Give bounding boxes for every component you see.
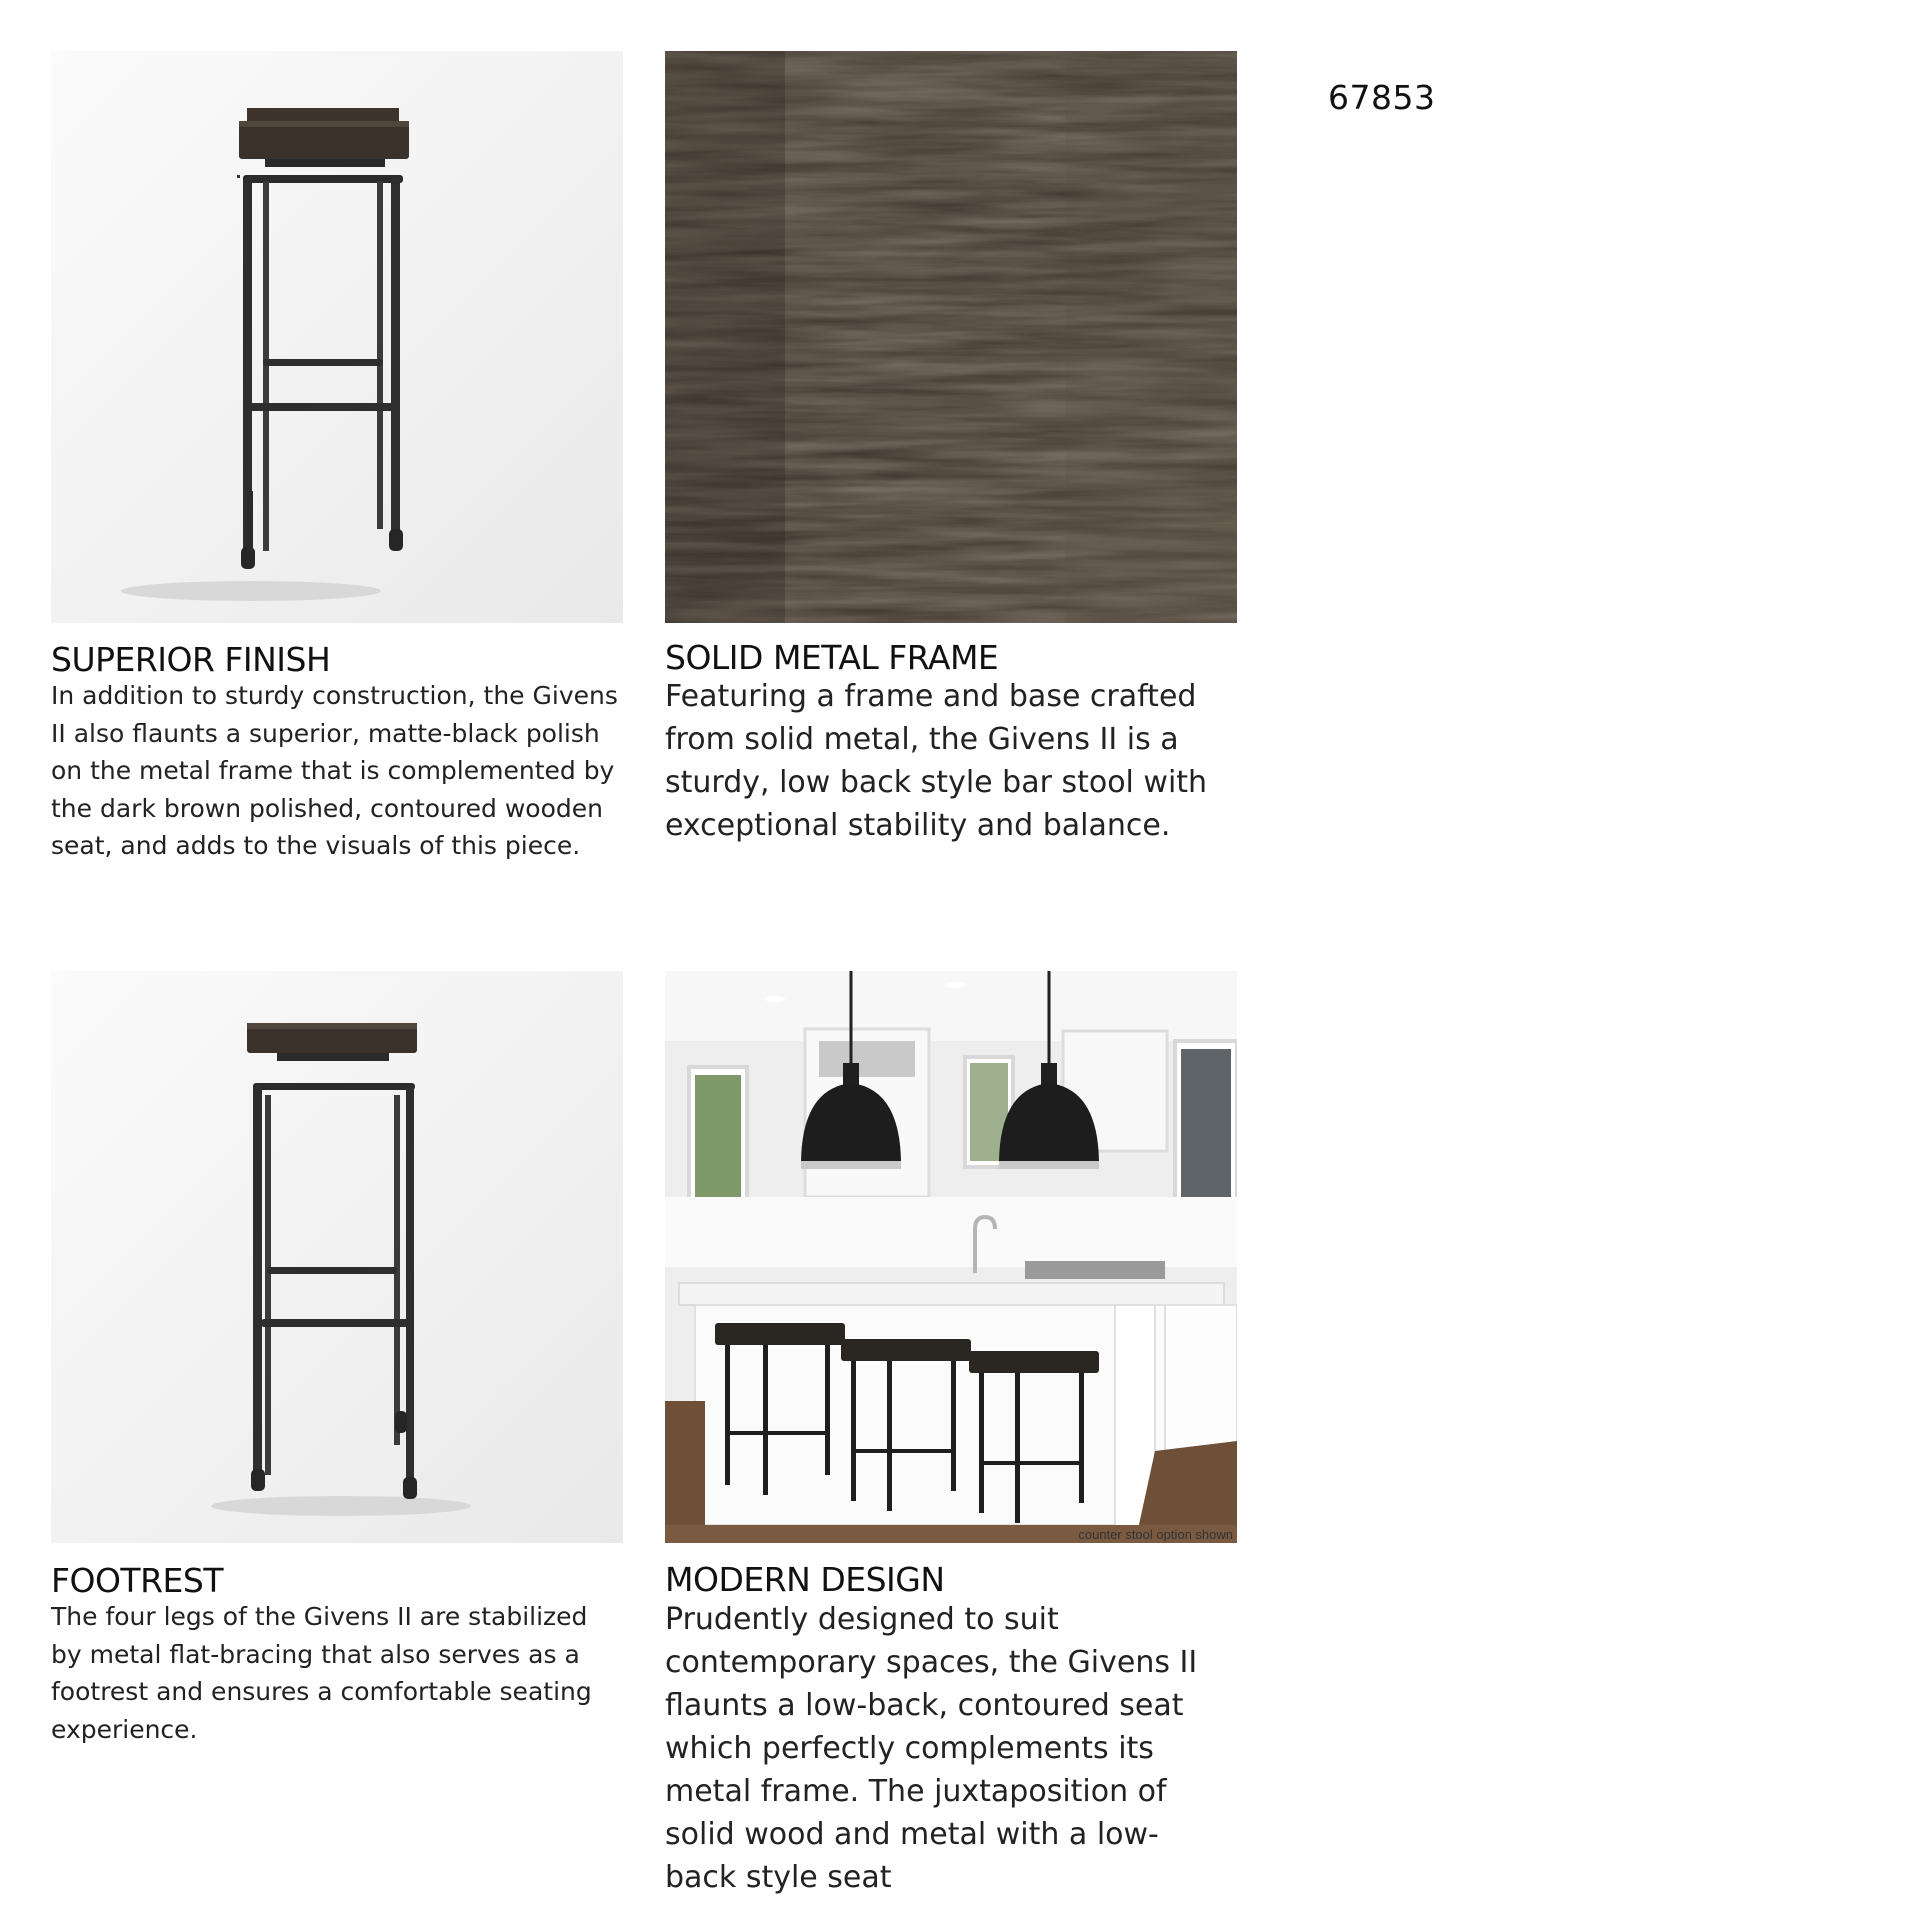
section-title: FOOTREST [51,1561,223,1600]
bar-stool-front-illustration [51,51,623,623]
modern-design-image [665,971,1237,1543]
section-body: Prudently designed to suit contemporary spaces, the Givens II flaunts a low-back, contoured seat which perfectly complements its metal frame. The juxtaposition of solid wood and metal with a low-back style seat [665,1602,1198,1895]
section-title: MODERN DESIGN [665,1560,945,1599]
section-body: In addition to sturdy construction, the Givens II also flaunts a superior, matte-black polish on the metal frame that is complemented by the dark brown polished, contoured wooden seat, and adds to the visuals of this piece. [51,681,618,860]
bar-stool-angled-illustration [51,971,623,1543]
kitchen-scene-illustration [665,971,1237,1543]
section-title: SUPERIOR FINISH [51,640,331,679]
section-body: The four legs of the Givens II are stabilized by metal flat-bracing that also serves as a footrest and ensures a comfortable seating experience. [51,1602,592,1744]
footrest-image [51,971,623,1543]
document-number: 67853 [1328,78,1436,117]
image-caption: counter stool option shown [1078,1527,1233,1542]
section-title: SOLID METAL FRAME [665,638,999,677]
superior-finish-image [51,51,623,623]
section-body: Featuring a frame and base crafted from solid metal, the Givens II is a sturdy, low back style bar stool with exceptional stability and balance. [665,679,1208,843]
wood-grain-texture [665,51,1237,623]
solid-metal-frame-image [665,51,1237,623]
